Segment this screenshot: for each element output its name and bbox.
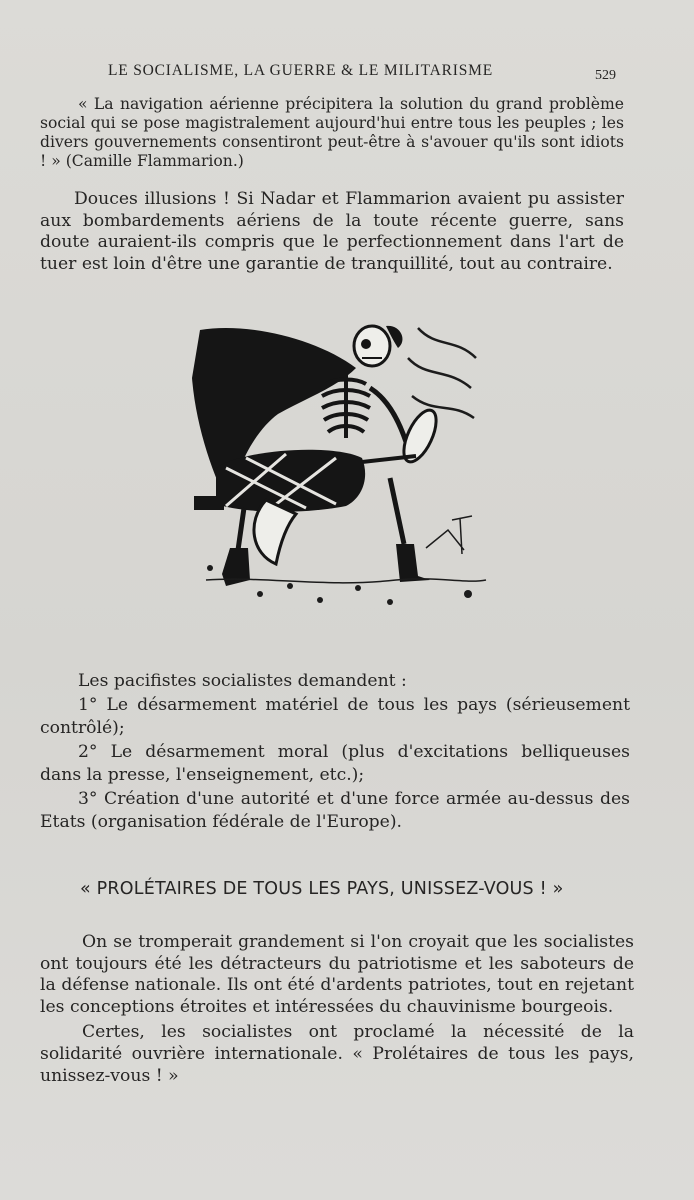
pacifist-demands — [40, 670, 630, 835]
quote-text: « La navigation aérienne précipitera la solution du grand problème social qui se pose magistralement aujourd'hui entre tous les peuples ; les divers gouvernements consentiront peut-être à s'avouer qu'ils sont idiots ! » (Camille Flammarion.) — [40, 95, 624, 170]
list-item: 2° Le désarmement moral (plus d'excitations belliqueuses dans la presse, l'enseignement, etc.); — [40, 742, 630, 785]
paragraph-illusions — [40, 189, 624, 275]
section-paragraph: Certes, les socialistes ont proclamé la nécessité de la solidarité ouvrière internationale. « Prolétaires de tous les pays, unissez-vous ! » — [40, 1022, 634, 1086]
skeleton-cartoon-illustration — [186, 318, 496, 618]
section-body — [40, 932, 634, 1091]
right-boot — [396, 544, 430, 582]
axe-blade — [254, 500, 296, 564]
ground — [206, 579, 486, 583]
section-heading: « PROLÉTAIRES DE TOUS LES PAYS, UNISSEZ-VOUS ! » — [80, 879, 564, 899]
ribcage — [322, 374, 370, 438]
list-item: 3° Création d'une autorité et d'une force armée au-dessus des Etats (organisation fédérale de l'Europe). — [40, 789, 630, 832]
skull — [354, 326, 390, 366]
list-intro: Les pacifistes socialistes demandent : — [78, 671, 407, 691]
flammarion-quote — [40, 95, 624, 171]
paragraph-text: Douces illusions ! Si Nadar et Flammarion avaient pu assister aux bombardements aériens de la toute récente guerre, sans doute auraient-ils compris que le perfectionnement dans l'art de tuer est loin d'être une garantie de tranquillité, tout au contraire. — [40, 189, 624, 274]
page-number: 529 — [595, 68, 616, 83]
left-boot — [222, 548, 250, 586]
section-paragraph: On se tromperait grandement si l'on croyait que les socialistes ont toujours été les détracteurs du patriotisme et les saboteurs de la défense nationale. Ils ont été d'ardents patriotes, tout en rejetant les conceptions étroites et intéressées du chauvinisme bourgeois. — [40, 932, 634, 1017]
list-item: 1° Le désarmement matériel de tous les pays (sérieusement contrôlé); — [40, 695, 630, 738]
running-title: LE SOCIALISME, LA GUERRE & LE MILITARISME — [108, 62, 494, 79]
smoke — [408, 328, 476, 418]
